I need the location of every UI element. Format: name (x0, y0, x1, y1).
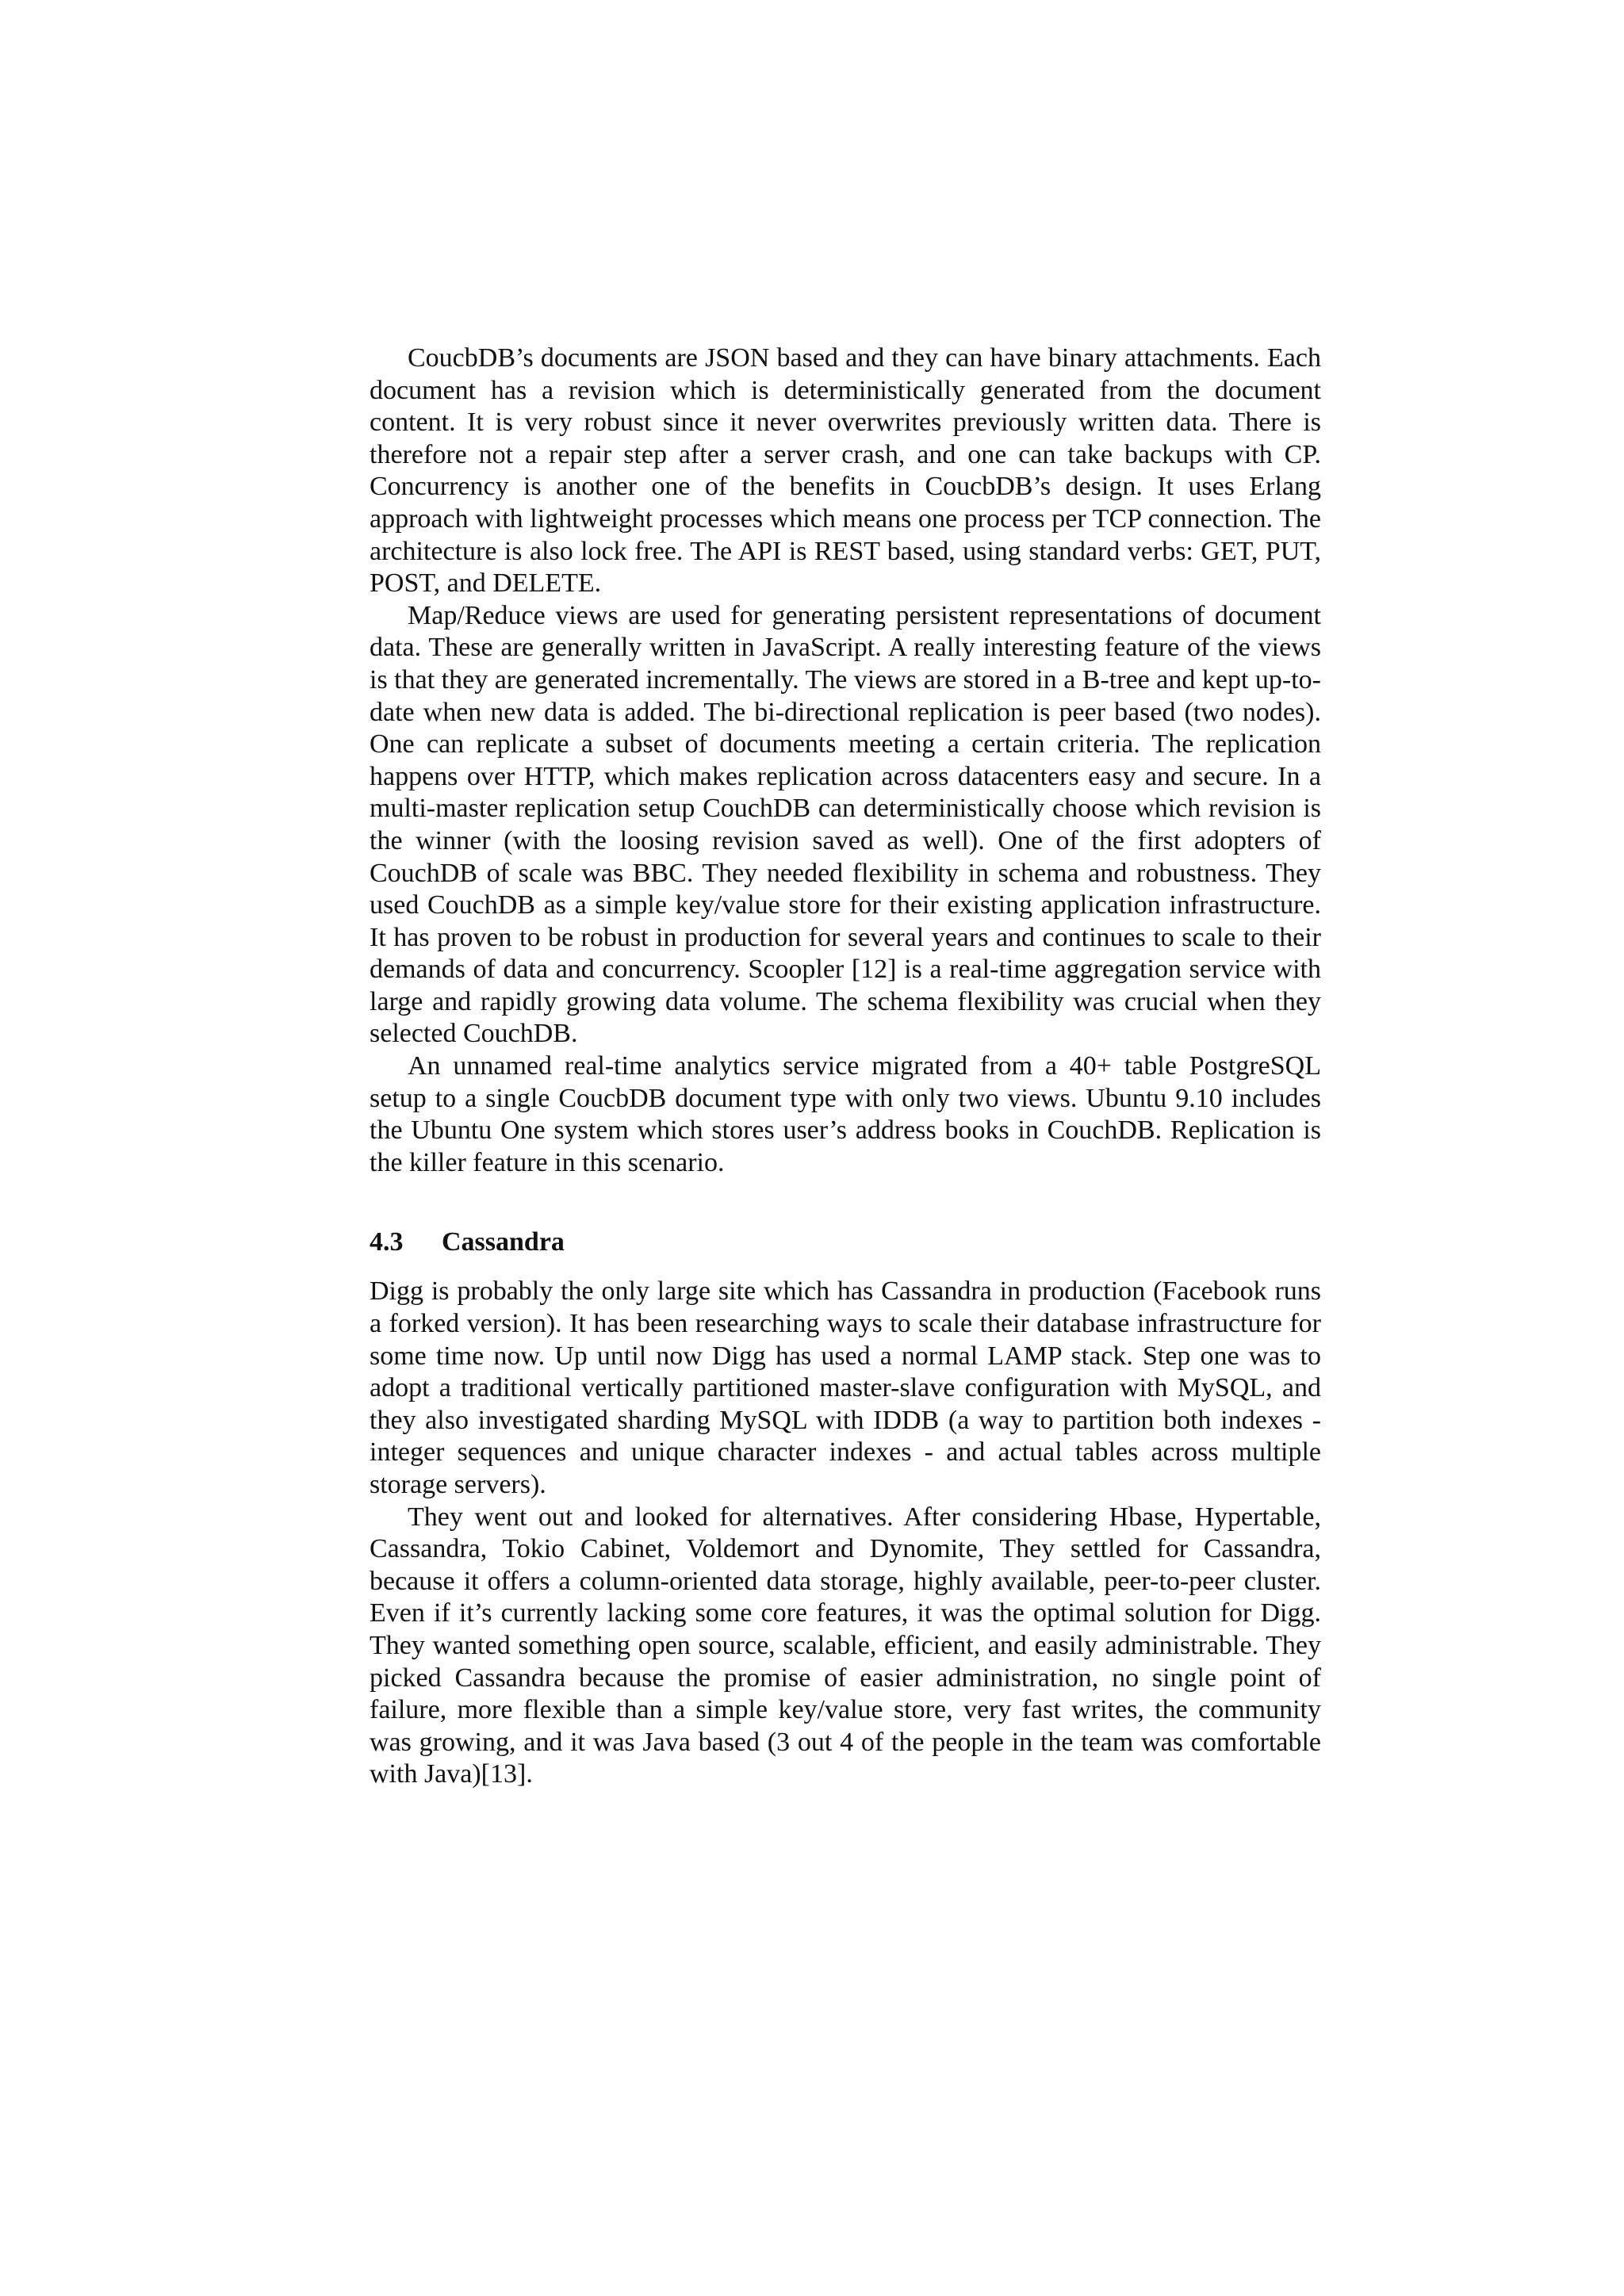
paragraph-alternatives: They went out and looked for alternatives. After considering Hbase, Hypertable, Cassandra, Tokio Cabinet, Voldemort and Dynomite, They settled for Cassandra, because it offers a column-oriented data storage, highly available, peer-to-peer cluster. Even if it’s currently lacking some core features, it was the optimal solution for Digg. They wanted something open source, scalable, efficient, and easily administrable. They picked Cassandra because the promise of easier administration, no single point of failure, more flexible than a simple key/value store, very fast writes, the community was growing, and it was Java based (3 out 4 of the people in the team was comfortable with Java)[13]. (370, 1502, 1321, 1789)
section-title: Cassandra (442, 1227, 565, 1257)
section-heading (370, 1226, 1321, 1258)
section-number: 4.3 (370, 1227, 404, 1257)
paragraph-digg-cassandra: Digg is probably the only large site which has Cassandra in production (Facebook runs a forked version). It has been researching ways to scale their database infrastructure for some time now. Up until now Digg has used a normal LAMP stack. Step one was to adopt a traditional vertically partitioned master-slave configuration with MySQL, and they also investigated sharding MySQL with IDDB (a way to partition both indexes - integer sequences and unique character indexes - and actual tables across multiple storage servers). (370, 1276, 1321, 1499)
paragraph-map-reduce-views: Map/Reduce views are used for generating persistent representations of document data. These are generally written in JavaScript. A really interesting feature of the views is that they are generated incrementally. The views are stored in a B-tree and kept up-to-date when new data is added. The bi-directional replication is peer based (two nodes). One can replicate a subset of documents meeting a certain criteria. The replication happens over HTTP, which makes replication across datacenters easy and secure. In a multi-master replication setup CouchDB can deterministically choose which revision is the winner (with the loosing revision saved as well). One of the first adopters of CouchDB of scale was BBC. They needed flexibility in schema and robustness. They used CouchDB as a simple key/value store for their existing application infrastructure. It has proven to be robust in production for several years and continues to scale to their demands of data and concurrency. Scoopler [12] is a real-time aggregation service with large and rapidly growing data volume. The schema flexibility was crucial when they selected CouchDB. (370, 600, 1321, 1049)
paragraph-analytics-service: An unnamed real-time analytics service migrated from a 40+ table PostgreSQL setup to a single CoucbDB document type with only two views. Ubuntu 9.10 includes the Ubuntu One system which stores user’s address books in CouchDB. Replication is the killer feature in this scenario. (370, 1051, 1321, 1177)
paragraph-couchdb-documents: CoucbDB’s documents are JSON based and they can have binary attachments. Each document has a revision which is deterministically generated from the document content. It is very robust since it never overwrites previously written data. There is therefore not a repair step after a server crash, and one can take backups with CP. Concurrency is another one of the benefits in CoucbDB’s design. It uses Erlang approach with lightweight processes which means one process per TCP connection. The architecture is also lock free. The API is REST based, using standard verbs: GET, PUT, POST, and DELETE. (370, 343, 1321, 599)
page-body (370, 342, 1321, 1791)
